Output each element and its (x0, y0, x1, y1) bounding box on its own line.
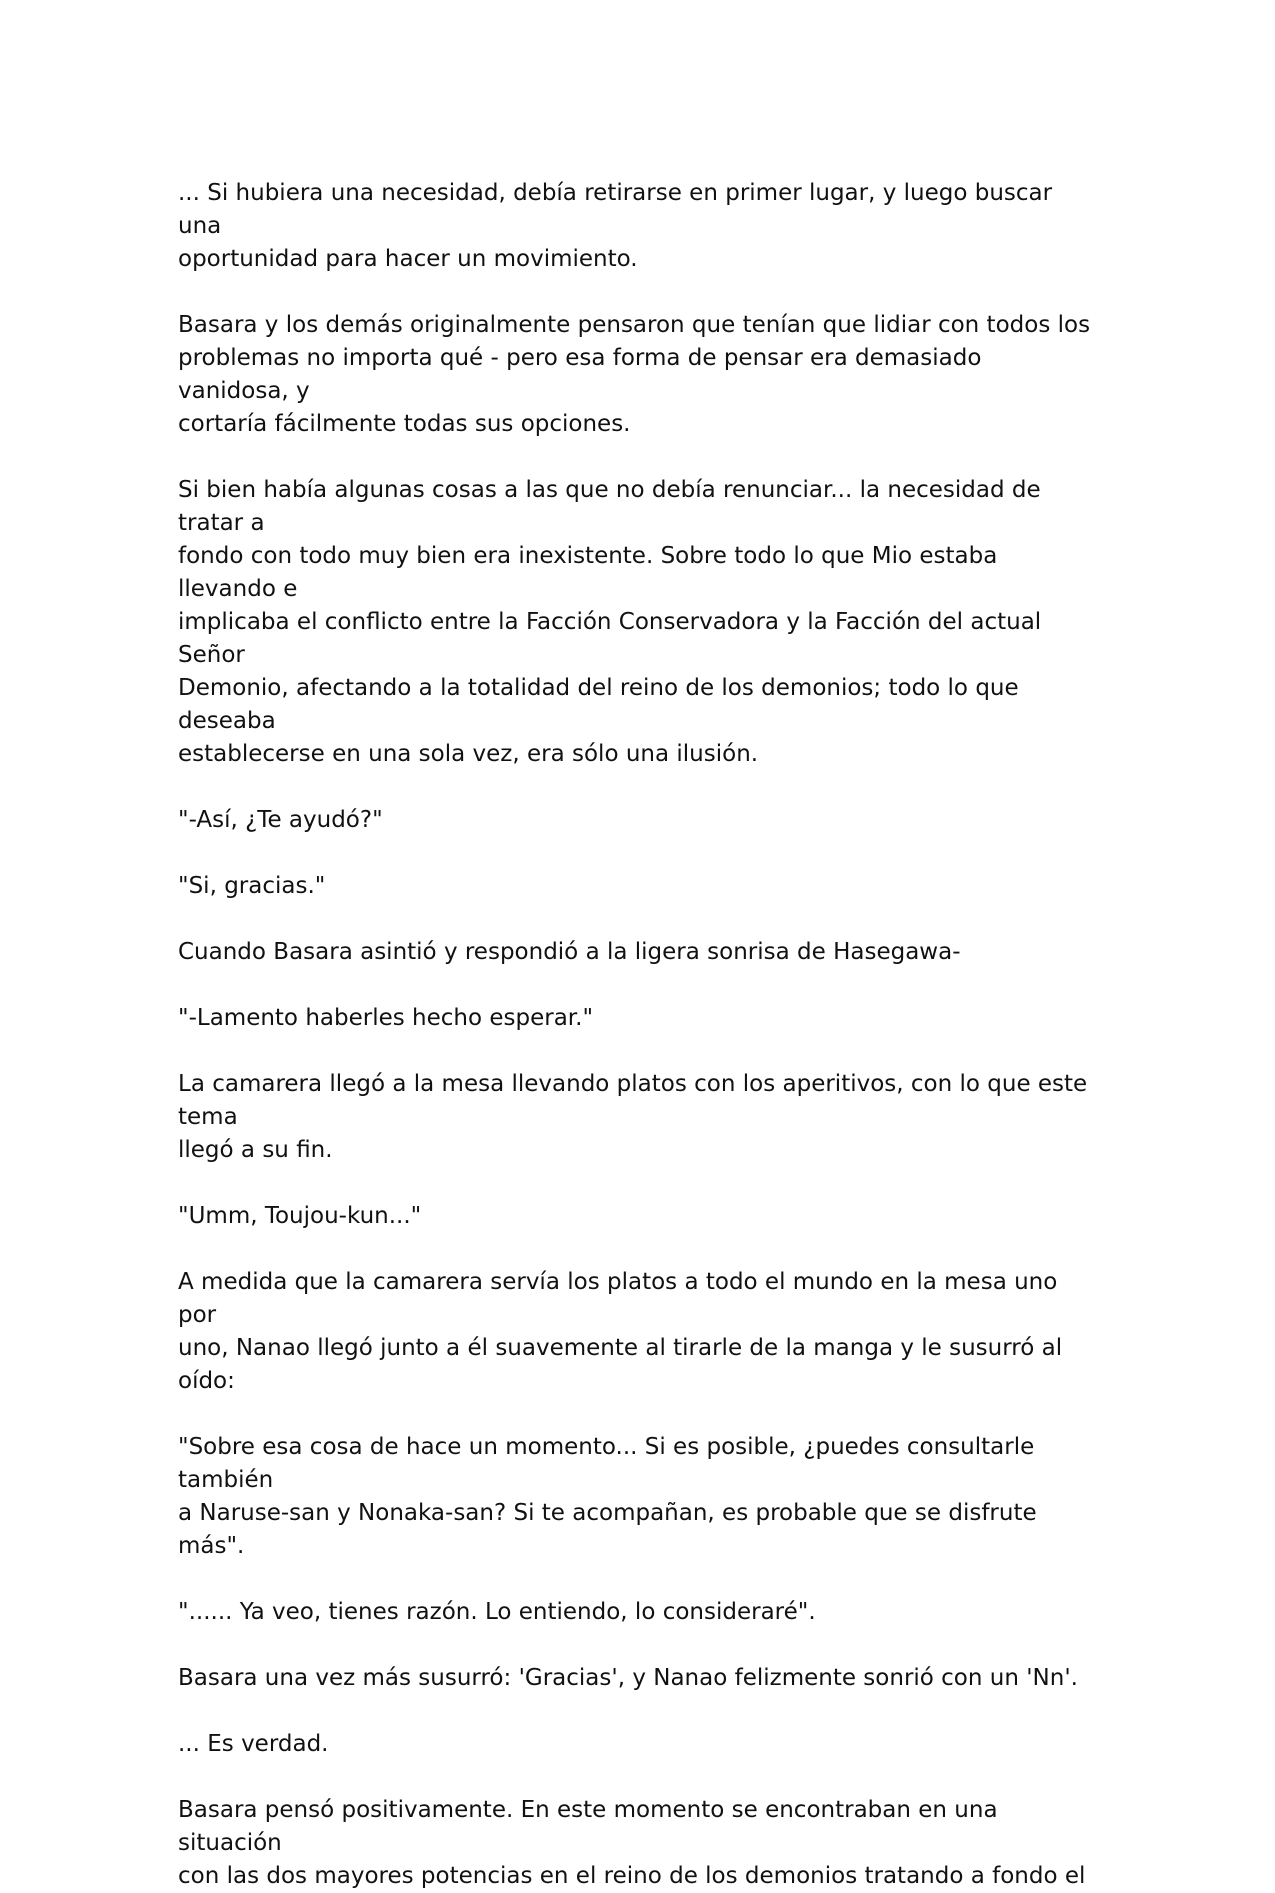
dialogue-line: "Umm, Toujou-kun..." (178, 1203, 422, 1229)
paragraph: La camarera llegó a la mesa llevando platos con los aperitivos, con lo que este tema llegó a su fin. (178, 1071, 1088, 1163)
dialogue-line: "-Así, ¿Te ayudó?" (178, 807, 383, 833)
document-body (178, 177, 1098, 1893)
paragraph: ... Es verdad. (178, 1731, 329, 1757)
paragraph: ... Si hubiera una necesidad, debía retirarse en primer lugar, y luego buscar una oportunidad para hacer un movimiento. (178, 180, 1053, 272)
paragraph: Basara y los demás originalmente pensaron que tenían que lidiar con todos los problemas no importa qué - pero esa forma de pensar era demasiado vanidosa, y cortaría fácilmente todas sus opciones. (178, 312, 1091, 437)
paragraph: Basara pensó positivamente. En este momento se encontraban en una situación con las dos mayores potencias en el reino de los demonios tratando a fondo el (178, 1797, 1086, 1889)
dialogue-line: "Sobre esa cosa de hace un momento... Si es posible, ¿puedes consultarle también a Naruse-san y Nonaka-san? Si te acompañan, es probable que se disfrute más". (178, 1434, 1037, 1559)
dialogue-line: "Si, gracias." (178, 873, 326, 899)
dialogue-line: "-Lamento haberles hecho esperar." (178, 1005, 594, 1031)
dialogue-line: "...... Ya veo, tienes razón. Lo entiendo, lo consideraré". (178, 1599, 816, 1625)
paragraph: Basara una vez más susurró: 'Gracias', y Nanao felizmente sonrió con un 'Nn'. (178, 1665, 1078, 1691)
paragraph: A medida que la camarera servía los platos a todo el mundo en la mesa uno por uno, Nanao llegó junto a él suavemente al tirarle de la manga y le susurró al oído: (178, 1269, 1063, 1394)
paragraph: Cuando Basara asintió y respondió a la ligera sonrisa de Hasegawa- (178, 939, 961, 965)
paragraph: Si bien había algunas cosas a las que no debía renunciar... la necesidad de tratar a fondo con todo muy bien era inexistente. Sobre todo lo que Mio estaba llevando e implicaba el conflicto entre la Facción Conservadora y la Facción del actual Señor Demonio, afectando a la totalidad del reino de los demonios; todo lo que deseaba establecerse en una sola vez, era sólo una ilusión. (178, 477, 1042, 767)
